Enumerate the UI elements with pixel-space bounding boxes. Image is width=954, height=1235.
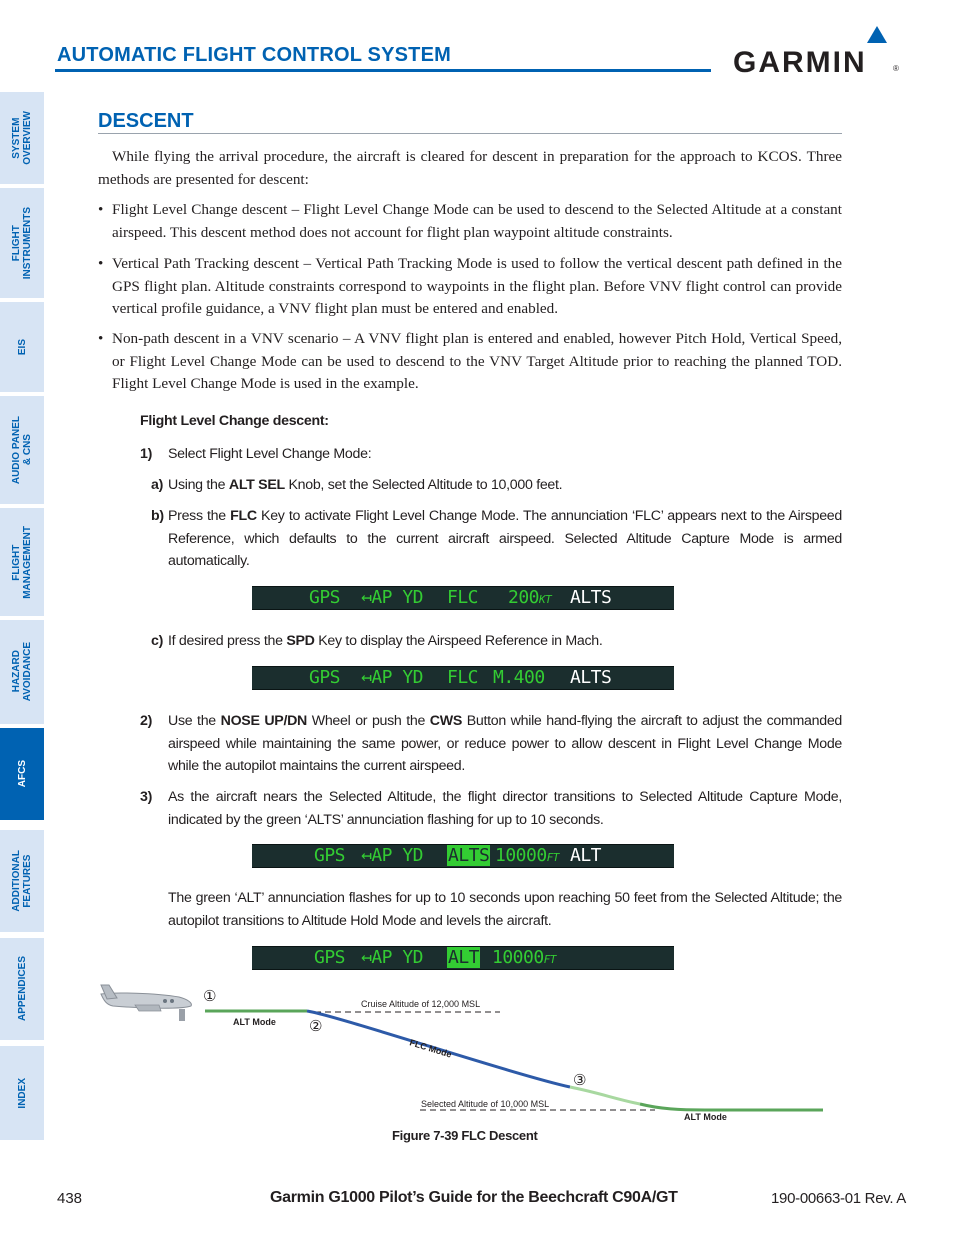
section-header: AUTOMATIC FLIGHT CONTROL SYSTEM [57,44,451,66]
tab-flight-instruments[interactable]: FLIGHT INSTRUMENTS [0,188,44,298]
key-nose-up-dn: NOSE UP/DN [220,713,308,729]
step-3 [140,786,842,831]
step-text: As the aircraft nears the Selected Altitude, the flight director transitions to Selected Altitude Capture Mode, indicated by the green ‘ALTS’ annunciation flashing for up to 10 seconds. [168,789,842,828]
alts-capture-segment [570,1087,640,1104]
page-title: DESCENT [98,110,194,132]
bullet-dot: • [98,255,104,272]
step-number: c) [151,633,164,649]
guide-title: Garmin G1000 Pilot’s Guide for the Beechcraft C90A/GT [270,1189,678,1206]
step-1 [140,443,842,466]
title-rule [98,133,842,134]
aircraft-icon [101,985,191,1021]
bullet-text: Vertical Path Tracking descent – Vertical Path Tracking Mode is used to follow the vertical descent path defined in the GPS flight plan. Altitude constraints correspond to waypoints in the flight plan. Before VNV flight control can provide vertical profile guidance, a VNV flight plan must be entered and enabled. [112,255,842,317]
logo-triangle-icon [866,26,888,44]
step-1a: a) Using the ALT SEL Knob, set the Selected Altitude to 10,000 feet. [151,474,842,497]
garmin-logo [733,26,903,78]
annunciation-bar: GPS ↤AP YD ALTS 10000FT ALT [252,844,674,868]
bullet-dot: • [98,330,104,347]
alt-mode-label: ALT Mode [233,1017,276,1027]
part-number: 190-00663-01 Rev. A [771,1190,906,1207]
logo-registered: ® [893,64,899,73]
logo-wordmark: GARMIN [733,46,867,79]
bullet-item [98,253,842,321]
tab-system-overview[interactable]: SYSTEM OVERVIEW [0,92,44,184]
tab-flight-management[interactable]: FLIGHT MANAGEMENT [0,508,44,616]
step-1c: c) If desired press the SPD Key to display the Airspeed Reference in Mach. [151,630,842,653]
flc-descent-diagram [95,975,835,1125]
annunciation-bar: GPS ↤AP YD FLC 200KT ALTS [252,586,674,610]
tab-additional-features[interactable]: ADDITIONAL FEATURES [0,830,44,932]
cruise-altitude-label: Cruise Altitude of 12,000 MSL [361,999,481,1009]
step-text: Select Flight Level Change Mode: [168,446,372,462]
marker-2: ② [309,1017,323,1035]
selected-altitude-label: Selected Altitude of 10,000 MSL [421,1099,550,1109]
key-flc: FLC [230,508,257,524]
step-number: a) [151,477,164,493]
bullet-text: Non-path descent in a VNV scenario – A VNV flight plan is entered and enabled, however Pitch Hold, Vertical Speed, or Flight Level Change Mode can be used to descend to the VNV Target Altitude prior to reaching the planned TOD. Flight Level Change Mode is used in the example. [112,330,842,392]
tab-audio-panel-cns[interactable]: AUDIO PANEL & CNS [0,396,44,504]
bullet-text: Flight Level Change descent – Flight Level Change Mode can be used to descend to the Selected Altitude at a constant airspeed. This descent method does not account for flight plan waypoint altitude constraints. [112,201,842,241]
step-number: b) [151,508,164,524]
marker-1: ① [203,987,217,1005]
figure-caption: Figure 7-39 FLC Descent [392,1128,538,1143]
tab-appendices[interactable]: APPENDICES [0,938,44,1040]
intro-paragraph: While flying the arrival procedure, the aircraft is cleared for descent in preparation for the approach to KCOS. Three methods are presented for descent: [98,148,842,188]
step-number: 3) [140,789,153,805]
step-number: 2) [140,713,153,729]
key-spd: SPD [286,633,315,649]
bullet-item [98,199,842,244]
bullet-dot: • [98,201,104,218]
tab-afcs[interactable]: AFCS [0,728,44,820]
bullet-item [98,328,842,396]
step-1b: b) Press the FLC Key to activate Flight Level Change Mode. The annunciation ‘FLC’ appears next to the Airspeed Reference, which defaults to the current aircraft airspeed. Selected Altitude Capture Mode is armed automatically. [151,505,842,573]
alt-mode-label: ALT Mode [684,1112,727,1122]
key-cws: CWS [429,713,462,729]
tab-index[interactable]: INDEX [0,1046,44,1140]
procedure-title: Flight Level Change descent: [140,413,329,429]
marker-3: ③ [573,1071,587,1089]
step-number: 1) [140,446,153,462]
header-rule [55,69,711,72]
tab-hazard-avoidance[interactable]: HAZARD AVOIDANCE [0,620,44,724]
alt-hold-segment [640,1104,823,1110]
note-paragraph: The green ‘ALT’ annunciation flashes for up to 10 seconds upon reaching 50 feet from the Selected Altitude; the autopilot transitions to Altitude Hold Mode and levels the aircraft. [168,890,842,929]
annunciation-bar: GPS ↤AP YD ALT 10000FT [252,946,674,970]
tab-eis[interactable]: EIS [0,302,44,392]
annunciation-bar: GPS ↤AP YD FLC M.400 ALTS [252,666,674,690]
flc-mode-label: FLC Mode [408,1037,453,1060]
step-2: 2) Use the NOSE UP/DN Wheel or push the CWS Button while hand-flying the aircraft to adjust the commanded airspeed while maintaining the same power, or reduce power to allow descent in Flight Level Change Mode while the autopilot maintains the current airspeed. [140,710,842,778]
page-number: 438 [57,1190,83,1207]
key-alt-sel: ALT SEL [228,477,285,493]
